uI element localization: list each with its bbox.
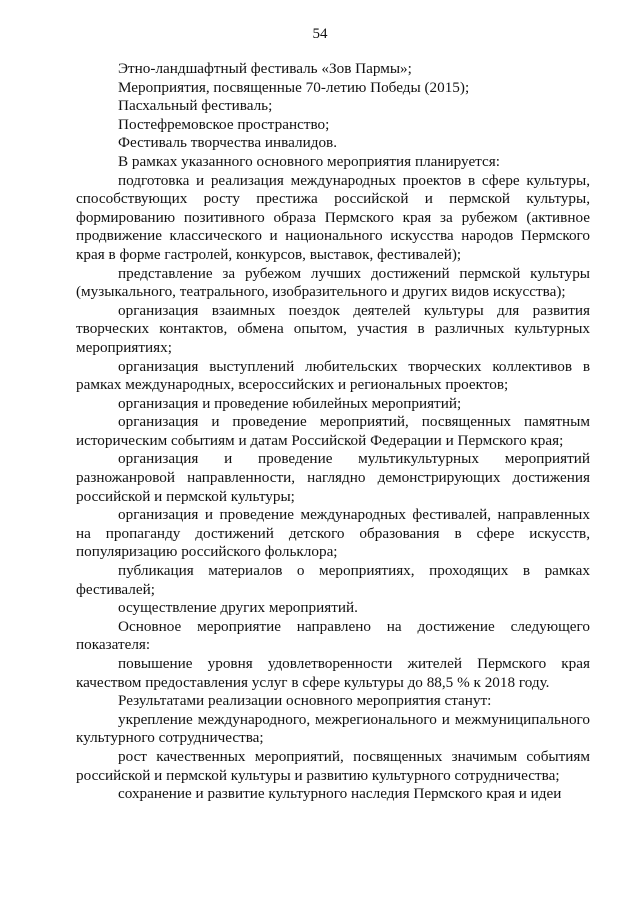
- list-item: Этно-ландшафтный фестиваль «Зов Пармы»;: [118, 60, 412, 77]
- paragraph: организация и проведение юбилейных мероприятий;: [118, 394, 462, 412]
- paragraph: организация взаимных поездок деятелей культуры для развития творческих контактов, обмена опытом, участия в различных культурных мероприятиях;: [76, 301, 590, 356]
- paragraph: организация и проведение международных фестивалей, направленных на пропаганду достижений детского образования в сфере искусств, популяризацию российского фольклора;: [76, 506, 590, 561]
- paragraph: организация выступлений любительских творческих коллективов в рамках международных, всероссийских и региональных проектов;: [76, 357, 590, 394]
- list-item: Фестиваль творчества инвалидов.: [118, 134, 338, 152]
- paragraph: подготовка и реализация международных проектов в сфере культуры, способствующих росту престижа российской и пермской культуры, формированию позитивного образа Пермского края за рубежом (активное продвижение классического и национального искусства народов Пермского края в форме гастролей, конкурсов, выставок, фестивалей);: [76, 171, 590, 263]
- paragraph: рост качественных мероприятий, посвященных значимым событиям российской и пермской культуры и развитию культурного сотрудничества;: [76, 747, 590, 784]
- document-body: [76, 60, 590, 804]
- paragraph: В рамках указанного основного мероприятия планируется:: [118, 152, 500, 170]
- paragraph: сохранение и развитие культурного наследия Пермского края и идеи: [118, 785, 562, 803]
- list-item: Постефремовское пространство;: [118, 115, 330, 133]
- paragraph: публикация материалов о мероприятиях, проходящих в рамках фестивалей;: [76, 562, 590, 598]
- paragraph: укрепление международного, межрегионального и межмуниципального культурного сотрудничества;: [76, 710, 590, 747]
- paragraph: представление за рубежом лучших достижений пермской культуры (музыкального, театрального, изобразительного и других видов искусства);: [76, 264, 590, 301]
- list-item: Пасхальный фестиваль;: [118, 97, 273, 115]
- paragraph: организация и проведение мероприятий, посвященных памятным историческим событиям и датам Российской Федерации и Пермского края;: [76, 413, 590, 449]
- paragraph: Основное мероприятие направлено на достижение следующего показателя:: [76, 617, 590, 654]
- paragraph: осуществление других мероприятий.: [118, 599, 358, 617]
- page-number: 54: [312, 26, 328, 42]
- list-item: Мероприятия, посвященные 70-летию Победы (2015);: [118, 78, 470, 96]
- paragraph: организация и проведение мультикультурных мероприятий разножанровой направленности, наглядно демонстрирующих достижения российской и пермской культуры;: [76, 450, 590, 505]
- paragraph: повышение уровня удовлетворенности жителей Пермского края качеством предоставления услуг в сфере культуры до 88,5 % к 2018 году.: [76, 655, 590, 691]
- paragraph: Результатами реализации основного мероприятия станут:: [118, 692, 492, 710]
